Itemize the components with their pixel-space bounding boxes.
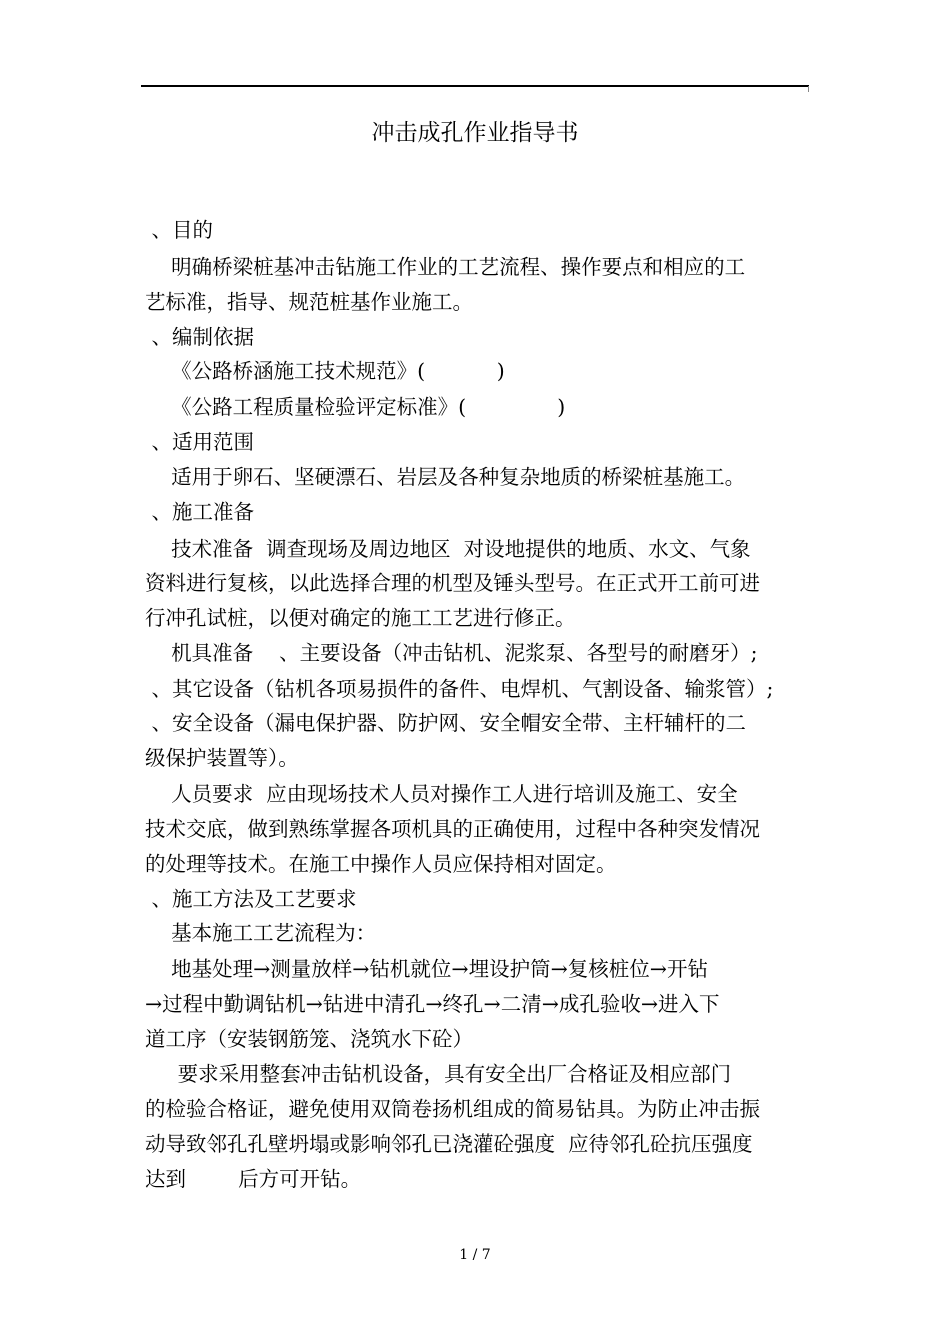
header-rule-tick bbox=[808, 86, 809, 92]
section-heading-scope: 、适用范围 bbox=[145, 430, 255, 454]
paragraph-line: 适用于卵石、坚硬漂石、岩层及各种复杂地质的桥梁桩基施工。 bbox=[145, 465, 746, 489]
document-title: 冲击成孔作业指导书 bbox=[371, 120, 579, 146]
process-flow-line: 道工序（安装钢筋笼、浇筑水下砼） bbox=[145, 1027, 473, 1051]
paragraph-line: 动导致邻孔孔壁坍塌或影响邻孔已浇灌砼强度 应待邻孔砼抗压强度 bbox=[145, 1132, 753, 1156]
paragraph-line: 达到 后方可开钻。 bbox=[145, 1167, 362, 1191]
paragraph-line: 的检验合格证，避免使用双筒卷扬机组成的简易钻具。为防止冲击振 bbox=[145, 1097, 760, 1121]
paragraph-line: 技术准备 调查现场及周边地区 对设地提供的地质、水文、气象 bbox=[145, 537, 751, 561]
reference-line: 《公路工程质量检验评定标准》( ) bbox=[145, 395, 566, 419]
paragraph-line: 级保护装置等）。 bbox=[145, 746, 299, 770]
paragraph-line: 资料进行复核，以此选择合理的机型及锤头型号。在正式开工前可进 bbox=[145, 571, 760, 595]
paragraph-line: 要求采用整套冲击钻机设备，具有安全出厂合格证及相应部门 bbox=[145, 1062, 732, 1086]
reference-line: 《公路桥涵施工技术规范》( ) bbox=[145, 359, 505, 383]
paragraph-line: 的处理等技术。在施工中操作人员应保持相对固定。 bbox=[145, 852, 617, 876]
section-heading-method: 、施工方法及工艺要求 bbox=[145, 887, 357, 911]
paragraph-line: 机具准备 、主要设备（冲击钻机、泥浆泵、各型号的耐磨牙）; bbox=[145, 641, 758, 665]
paragraph-line: 明确桥梁桩基冲击钻施工作业的工艺流程、操作要点和相应的工 bbox=[145, 255, 746, 279]
header-rule bbox=[141, 85, 809, 87]
paragraph-line: 、其它设备（钻机各项易损件的备件、电焊机、气割设备、输浆管）; bbox=[145, 677, 774, 701]
section-heading-preparation: 、施工准备 bbox=[145, 500, 255, 524]
process-flow-line: 地基处理→测量放样→钻机就位→埋设护筒→复核桩位→开钻 bbox=[145, 957, 708, 981]
paragraph-line: 技术交底，做到熟练掌握各项机具的正确使用，过程中各种突发情况 bbox=[145, 817, 760, 841]
paragraph-line: 艺标准，指导、规范桩基作业施工。 bbox=[145, 290, 473, 314]
paragraph-line: 基本施工工艺流程为： bbox=[145, 921, 377, 945]
paragraph-line: 人员要求 应由现场技术人员对操作工人进行培训及施工、安全 bbox=[145, 782, 738, 806]
process-flow-line: →过程中勤调钻机→钻进中清孔→终孔→二清→成孔验收→进入下 bbox=[145, 992, 720, 1016]
section-heading-purpose: 、目的 bbox=[145, 218, 214, 242]
paragraph-line: 、安全设备（漏电保护器、防护网、安全帽安全带、主杆辅杆的二 bbox=[145, 711, 747, 735]
page-number: 1 / 7 bbox=[459, 1247, 491, 1263]
paragraph-line: 行冲孔试桩，以便对确定的施工工艺进行修正。 bbox=[145, 606, 576, 630]
section-heading-basis: 、编制依据 bbox=[145, 325, 255, 349]
